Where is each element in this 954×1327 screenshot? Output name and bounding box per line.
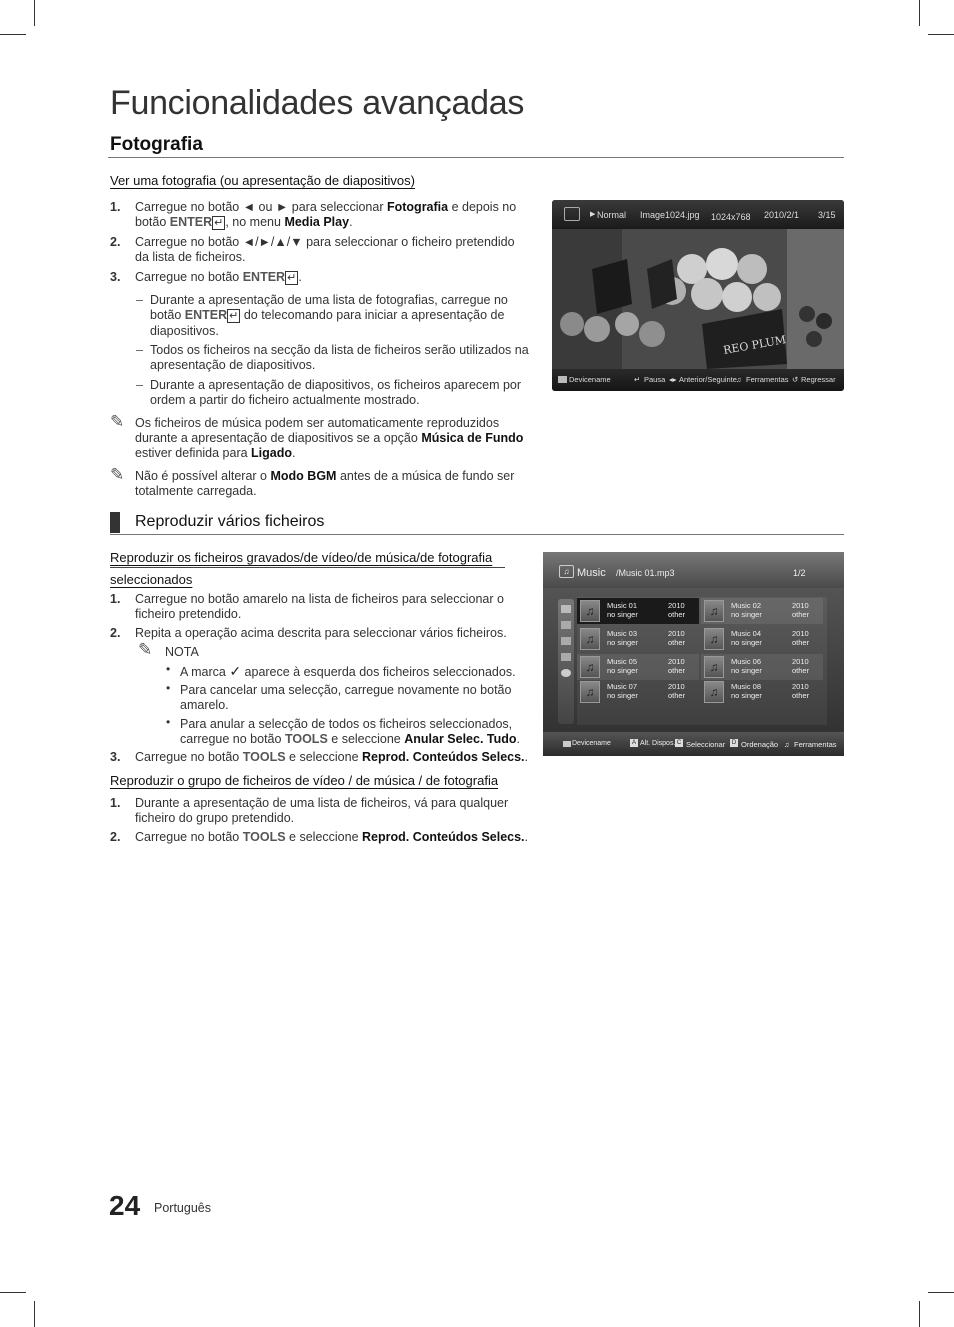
person-icon [561,637,571,645]
music-item[interactable]: ♫ Music 02 no singer 2010 other [701,598,823,624]
music-item[interactable]: ♫ Music 05 no singer 2010 other [577,654,699,680]
step-text: Carregue no botão amarelo na lista de ficheiros para seleccionar o ficheiro pretendido. [135,592,504,621]
bullet-text: Para anular a selecção de todos os ficheiros seleccionados, carregue no botão TOOLS e seleccione Anular Selec. Tudo. [180,717,521,746]
enter-icon: ↵ [214,217,224,229]
step-text: Repita a operação acima descrita para seleccionar vários ficheiros. [135,626,507,640]
photo-icon [561,621,571,629]
note-pencil-icon: ✎ [110,465,125,484]
music-screenshot [543,552,844,756]
device-icon [558,376,567,383]
photo-control-bar [552,369,844,391]
note-text: Não é possível alterar o Modo BGM antes de a música de fundo ser totalmente carregada. [135,469,515,498]
genre-icon [561,653,571,661]
note-text: Os ficheiros de música podem ser automaticamente reproduzidos durante a apresentação de diapositivos se a opção Música de Fundo estiver definida para Ligado. [135,416,524,460]
section-title: Fotografia [110,134,203,155]
tools-icon: ♫ [736,375,742,384]
photo-app-icon [564,207,580,221]
bullet-marker: • [166,681,171,695]
photo-date: 2010/2/1 [764,210,800,220]
music-grid [577,597,827,725]
step-text: Carregue no botão TOOLS e seleccione Reprod. Conteúdos Selecs.. [135,830,529,844]
crop-mark [0,34,26,35]
a-button-icon: A [631,740,636,746]
bullet-marker: • [166,662,171,676]
crop-mark [928,34,954,35]
svg-text:REO PLUM: REO PLUM [722,333,788,357]
step-number: 1. [110,796,121,810]
photo-pause-label: Pausa [644,375,666,384]
music-item[interactable]: ♫ Music 08 no singer 2010 other [701,679,823,705]
bullet-text: A marca ✓ aparece à esquerda dos ficheiros seleccionados. [180,663,516,679]
music-title: Music [577,567,606,579]
page-language: Português [154,1201,211,1215]
music-item[interactable]: ♫ Music 04 no singer 2010 other [701,626,823,652]
bullet-text: Para cancelar uma selecção, carregue novamente no botão amarelo. [180,683,512,712]
crop-mark [928,1292,954,1293]
music-note-icon: ♫ [580,656,600,678]
music-device: Devicename [572,740,611,747]
c-button-icon: C [676,740,682,746]
photo-device: Devicename [569,375,611,384]
left-right-icon: ◂▸ [669,375,677,384]
step-number: 3. [110,750,121,764]
note-pencil-icon: ✎ [110,412,125,431]
photo-info-bar [552,200,844,229]
music-sort: Ordenação [741,740,779,749]
music-item[interactable]: ♫ Music 03 no singer 2010 other [577,626,699,652]
section-marker [110,512,120,533]
tools-icon: ♫ [784,740,790,749]
music-item[interactable]: ♫ Music 06 no singer 2010 other [701,654,823,680]
sub-heading-multi-cont: seleccionados [110,572,193,587]
music-control-bar [543,732,844,756]
checkmark-icon: ✓ [229,663,242,679]
dash-marker: – [136,293,143,307]
photo-back-label: Regressar [801,375,836,384]
sub-heading-underline [110,567,505,568]
step-text: Carregue no botão ENTER ↵ . [135,270,302,284]
page-title: Funcionalidades avançadas [110,84,525,122]
music-path: /Music 01.mp3 [616,568,675,578]
dash-text: Durante a apresentação de diapositivos, os ficheiros aparecem por ordem a partir do ficheiro actualmente mostrado. [150,378,522,407]
photo-tools-label: Ferramentas [746,375,789,384]
section-rule [108,157,844,158]
photo-image [552,229,844,369]
enter-icon: ↵ [287,272,297,284]
music-note-icon: ♫ [580,628,600,650]
note-pencil-icon: ✎ [138,640,153,659]
music-note-icon: ♫ [704,681,724,703]
photo-mode: Normal [597,210,627,220]
step-number: 2. [110,235,121,249]
music-select: Seleccionar [686,740,726,749]
music-item[interactable]: ♫ Music 07 no singer 2010 other [577,679,699,705]
music-tools: Ferramentas [794,740,837,749]
fruit-market-photo [552,229,844,369]
step-text: Durante a apresentação de uma lista de ficheiros, vá para qualquer ficheiro do grupo pretendido. [135,796,509,825]
photo-prevnext-label: Anterior/Seguinte [679,375,737,384]
return-icon: ↺ [792,375,799,384]
enter-icon: ↵ [634,375,641,384]
dash-marker: – [136,378,143,392]
step-number: 3. [110,270,121,284]
play-icon: ▶ [590,211,596,218]
dash-marker: – [136,343,143,357]
step-number: 1. [110,200,121,214]
dash-text: Todos os ficheiros na secção da lista de ficheiros serão utilizados na apresentação de diapositivos. [150,343,529,372]
nota-label: NOTA [165,645,199,659]
music-note-icon: ♫ [580,600,600,622]
music-item[interactable]: ♫ Music 01 no singer 2010 other [577,598,699,624]
bullet-marker: • [166,715,171,729]
step-text: Carregue no botão ◄ ou ► para seleccionar Fotografia e depois no botão ENTER ↵ , no menu Media Play. [135,200,517,229]
folder-icon [561,605,571,613]
device-icon [563,741,571,747]
music-note-icon: ♫ [704,656,724,678]
music-header [543,552,844,588]
sub-heading-group: Reproduzir o grupo de ficheiros de vídeo / de música / de fotografia [110,773,499,788]
photo-resolution: 1024x768 [711,212,751,222]
d-button-icon: D [731,740,737,746]
crop-mark [34,1301,35,1327]
step-number: 1. [110,592,121,606]
enter-icon: ↵ [229,310,239,322]
disc-icon [561,669,571,677]
sub-heading-multi: Reproduzir os ficheiros gravados/de vídeo/de música/de fotografia [110,550,493,565]
crop-mark [34,0,35,26]
section-bar-title: Reproduzir vários ficheiros [135,513,325,530]
dash-text: Durante a apresentação de uma lista de fotografias, carregue no botão ENTER ↵ do telecomando para iniciar a apresentação de diapositivos. [150,293,508,338]
photo-counter: 3/15 [818,210,836,220]
music-change-device: Alt. Dispos. [640,740,676,747]
sub-heading-slideshow: Ver uma fotografia (ou apresentação de diapositivos) [110,173,415,188]
photo-filename: Image1024.jpg [640,210,700,220]
crop-mark [919,1301,920,1327]
step-number: 2. [110,626,121,640]
crop-mark [919,0,920,26]
step-number: 2. [110,830,121,844]
page-number: 24 [109,1190,141,1221]
photo-screenshot [552,200,844,391]
crop-mark [0,1292,26,1293]
music-note-icon: ♫ [704,600,724,622]
step-text: Carregue no botão ◄/►/▲/▼ para seleccionar o ficheiro pretendido da lista de ficheiros. [135,235,515,264]
music-note-icon: ♫ [580,681,600,703]
step-text: Carregue no botão TOOLS e seleccione Reprod. Conteúdos Selecs.. [135,750,529,764]
music-sidebar [558,599,574,724]
music-counter: 1/2 [793,568,806,578]
music-app-icon: ♫ [559,565,574,578]
music-note-icon: ♫ [704,628,724,650]
section-bar [110,511,844,535]
